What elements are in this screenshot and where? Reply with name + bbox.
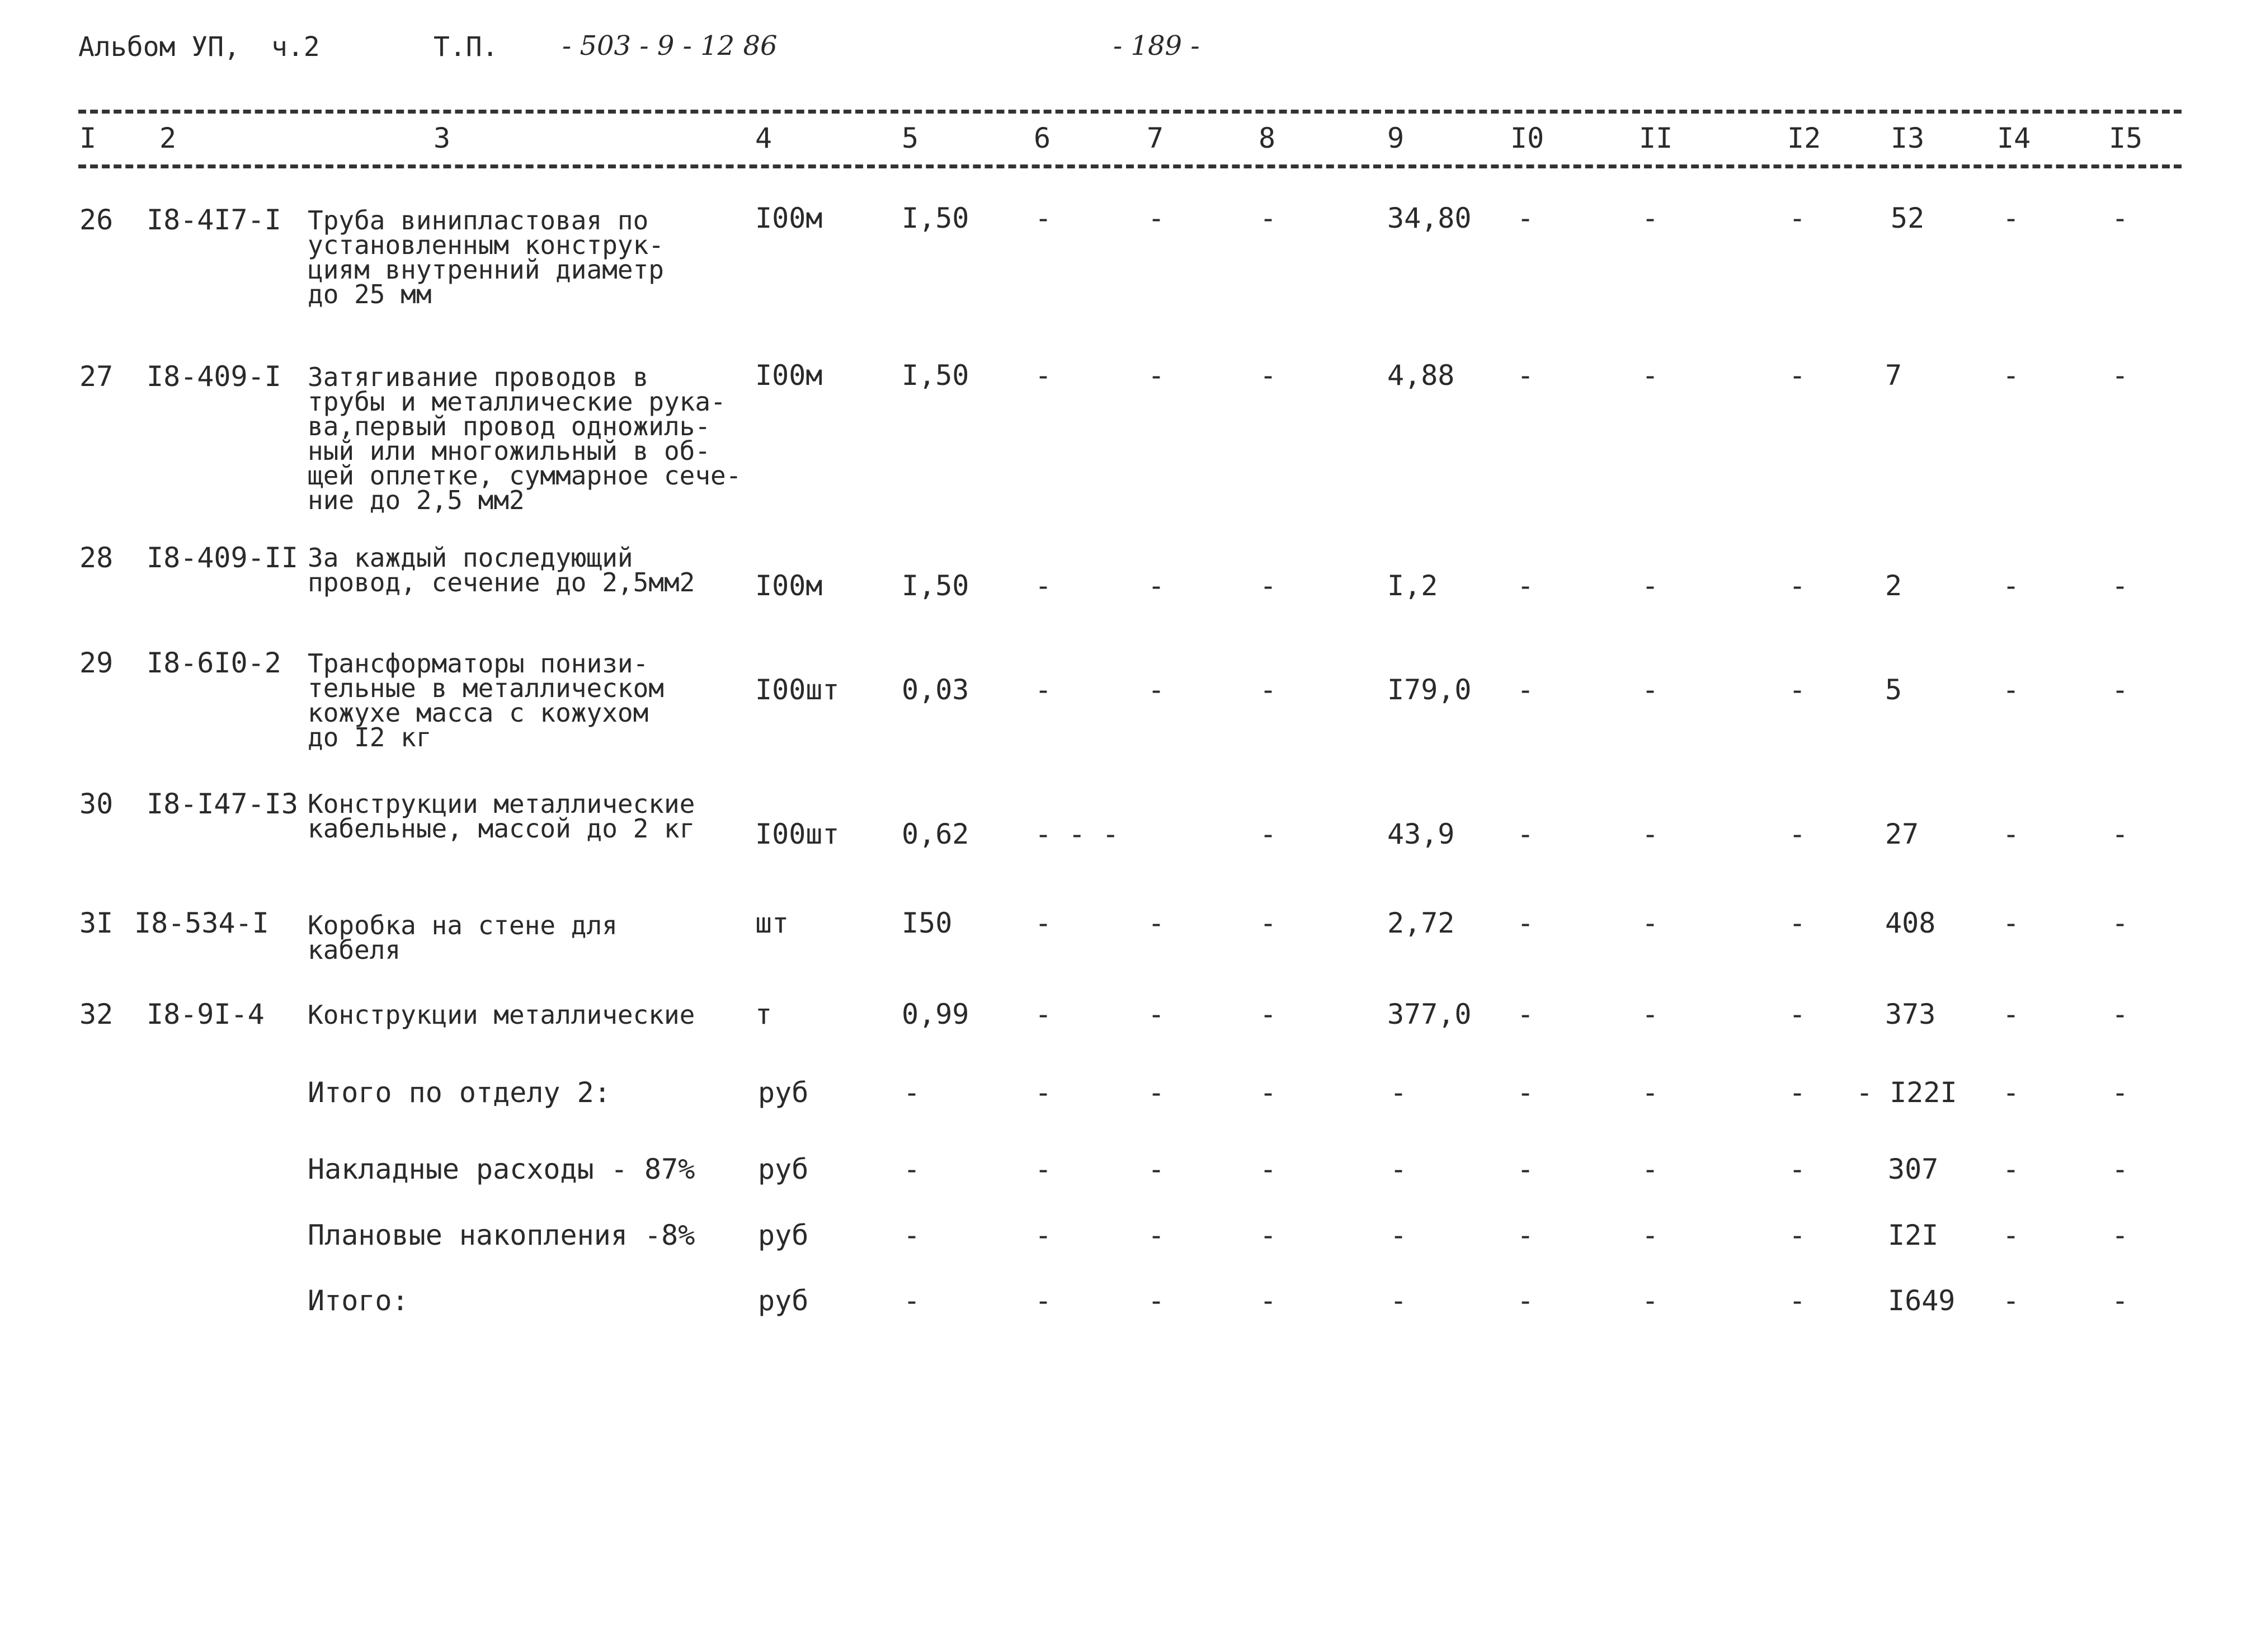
tp-code: - 503 - 9 - 12 86: [562, 30, 778, 62]
cell-c15: -: [2112, 1219, 2129, 1251]
row-qty: 0,62: [902, 818, 969, 850]
col-9: 9: [1387, 122, 1405, 154]
cell-c12: -: [1789, 1219, 1806, 1251]
row-description: Труба винипластовая по установленным конструк- циям внутренний диаметр до 25 мм: [308, 205, 664, 309]
cell-c13: 7: [1885, 359, 1902, 392]
row-number: 26: [79, 204, 114, 236]
cell-c6: -: [1035, 907, 1052, 939]
cell-c15: -: [2112, 998, 2129, 1030]
cell-c7: -: [1148, 1153, 1165, 1185]
col-14: I4: [1997, 122, 2031, 154]
cell-c6: - - -: [1035, 818, 1119, 850]
cell-c8: -: [1260, 202, 1277, 234]
cell-c6: -: [1035, 570, 1052, 602]
cell-c11: -: [1642, 359, 1659, 392]
cell-c9: -: [1390, 1076, 1407, 1109]
col-13: I3: [1891, 122, 1925, 154]
cell-c14: -: [2003, 907, 2020, 939]
cell-c12: -: [1789, 1153, 1806, 1185]
cell-c7: -: [1148, 570, 1165, 602]
album-label: Альбом УП,: [78, 31, 240, 63]
cell-c15: -: [2112, 1284, 2129, 1317]
cell-c11: -: [1642, 1153, 1659, 1185]
cell-c14: -: [2003, 1219, 2020, 1251]
header-bottom-rule: [78, 164, 2182, 168]
cell-c8: -: [1260, 907, 1277, 939]
cell-c15: -: [2112, 907, 2129, 939]
col-10: I0: [1510, 122, 1544, 154]
cell-c11: -: [1642, 907, 1659, 939]
cell-c13: 408: [1885, 907, 1936, 939]
cell-c14: -: [2003, 1284, 2020, 1317]
cell-c11: -: [1642, 1219, 1659, 1251]
row-code: I8-4I7-I: [147, 204, 281, 236]
cell-c13: 373: [1885, 998, 1936, 1030]
row-unit: шт: [755, 907, 789, 939]
cell-c8: -: [1260, 1076, 1277, 1109]
cell-c15: -: [2112, 674, 2129, 706]
cell-c7: -: [1148, 359, 1165, 392]
row-qty: I,50: [902, 570, 969, 602]
row-number: 28: [79, 542, 114, 574]
col-7: 7: [1147, 122, 1164, 154]
cell-c13: 307: [1888, 1153, 1939, 1185]
row-number: 32: [79, 998, 114, 1030]
row-code: I8-I47-I3: [147, 788, 298, 820]
cell-c13: 2: [1885, 570, 1902, 602]
cell-c13: 52: [1891, 202, 1925, 234]
cell-c9: 2,72: [1387, 907, 1455, 939]
cell-c14: -: [2003, 674, 2020, 706]
cell-c6: -: [1035, 998, 1052, 1030]
row-unit: I00шт: [755, 674, 840, 706]
cell-c8: -: [1260, 1219, 1277, 1251]
cell-c14: -: [2003, 1153, 2020, 1185]
cell-c6: -: [1035, 1153, 1052, 1185]
cell-c15: -: [2112, 1153, 2129, 1185]
cell-c7: -: [1148, 998, 1165, 1030]
cell-c9: -: [1390, 1284, 1407, 1317]
col-12: I2: [1787, 122, 1821, 154]
col-2: 2: [159, 122, 177, 154]
row-qty: I,50: [902, 359, 969, 392]
cell-c12: -: [1789, 674, 1806, 706]
row-number: 3I: [79, 907, 114, 939]
cell-c6: -: [1035, 1219, 1052, 1251]
cell-c6: -: [1035, 1076, 1052, 1109]
row-unit: I00м: [755, 570, 823, 602]
col-6: 6: [1034, 122, 1051, 154]
cell-c5: -: [903, 1219, 921, 1251]
cell-c7: -: [1148, 674, 1165, 706]
totals-unit: руб: [758, 1153, 809, 1185]
col-15: I5: [2109, 122, 2143, 154]
cell-c12: -: [1789, 359, 1806, 392]
cell-c12: -: [1789, 202, 1806, 234]
col-1: I: [79, 122, 97, 154]
cell-c13: I649: [1888, 1284, 1956, 1317]
totals-unit: руб: [758, 1076, 809, 1109]
col-8: 8: [1259, 122, 1276, 154]
header-top-rule: [78, 110, 2182, 114]
cell-c6: -: [1035, 359, 1052, 392]
cell-c7: -: [1148, 907, 1165, 939]
cell-c8: -: [1260, 998, 1277, 1030]
row-description: Трансформаторы понизи- тельные в металлическом кожухе масса с кожухом до I2 кг: [308, 648, 664, 752]
cell-c13: I2I: [1888, 1219, 1939, 1251]
cell-c12: -: [1789, 818, 1806, 850]
cell-c9: -: [1390, 1219, 1407, 1251]
col-5: 5: [902, 122, 919, 154]
row-qty: 0,99: [902, 998, 969, 1030]
row-unit: I00м: [755, 202, 823, 234]
cell-c13: 27: [1885, 818, 1919, 850]
row-qty: I,50: [902, 202, 969, 234]
totals-label: Накладные расходы - 87%: [308, 1153, 695, 1185]
cell-c9: 43,9: [1387, 818, 1455, 850]
row-unit: т: [755, 998, 772, 1030]
cell-c10: -: [1517, 818, 1534, 850]
cell-c14: -: [2003, 359, 2020, 392]
cell-c15: -: [2112, 202, 2129, 234]
row-code: I8-534-I: [134, 907, 269, 939]
cell-c10: -: [1517, 570, 1534, 602]
cell-c14: -: [2003, 1076, 2020, 1109]
cell-c12: -: [1789, 998, 1806, 1030]
totals-unit: руб: [758, 1284, 809, 1317]
cell-c15: -: [2112, 1076, 2129, 1109]
cell-c8: -: [1260, 359, 1277, 392]
cell-c14: -: [2003, 998, 2020, 1030]
cell-c9: 4,88: [1387, 359, 1455, 392]
cell-c8: -: [1260, 674, 1277, 706]
cell-c10: -: [1517, 1219, 1534, 1251]
cell-c10: -: [1517, 1076, 1534, 1109]
cell-c11: -: [1642, 202, 1659, 234]
row-code: I8-6I0-2: [147, 647, 281, 679]
row-number: 29: [79, 647, 114, 679]
row-number: 30: [79, 788, 114, 820]
cell-c11: -: [1642, 998, 1659, 1030]
cell-c7: -: [1148, 1219, 1165, 1251]
part-label: ч.2: [271, 31, 320, 63]
cell-c13: 5: [1885, 674, 1902, 706]
cell-c8: -: [1260, 1153, 1277, 1185]
col-11: II: [1639, 122, 1673, 154]
cell-c14: -: [2003, 570, 2020, 602]
cell-c12: -: [1789, 907, 1806, 939]
cell-c10: -: [1517, 359, 1534, 392]
tp-label: Т.П.: [434, 31, 498, 63]
row-number: 27: [79, 360, 114, 393]
cell-c5: -: [903, 1076, 921, 1109]
cell-c9: -: [1390, 1153, 1407, 1185]
cell-c7: -: [1148, 1076, 1165, 1109]
cell-c12: -: [1789, 1284, 1806, 1317]
cell-c14: -: [2003, 818, 2020, 850]
cell-c10: -: [1517, 907, 1534, 939]
row-code: I8-409-I: [147, 360, 281, 393]
cell-c9: 34,80: [1387, 202, 1472, 234]
cell-c10: -: [1517, 1153, 1534, 1185]
cell-c7: -: [1148, 202, 1165, 234]
cell-c5: -: [903, 1153, 921, 1185]
row-code: I8-9I-4: [147, 998, 265, 1030]
cell-c12: -: [1789, 1076, 1806, 1109]
cell-c9: 377,0: [1387, 998, 1472, 1030]
cell-c6: -: [1035, 1284, 1052, 1317]
row-code: I8-409-II: [147, 542, 298, 574]
cell-c6: -: [1035, 674, 1052, 706]
cell-c14: -: [2003, 202, 2020, 234]
totals-label: Итого:: [308, 1284, 409, 1317]
cell-c11: -: [1642, 674, 1659, 706]
cell-c13: - I22I: [1856, 1076, 1957, 1109]
cell-c11: -: [1642, 818, 1659, 850]
cell-c11: -: [1642, 570, 1659, 602]
cell-c10: -: [1517, 998, 1534, 1030]
cell-c15: -: [2112, 570, 2129, 602]
cell-c12: -: [1789, 570, 1806, 602]
page-number: - 189 -: [1113, 30, 1200, 62]
cell-c6: -: [1035, 202, 1052, 234]
row-description: Конструкции металлические: [308, 1000, 695, 1030]
cell-c10: -: [1517, 1284, 1534, 1317]
cell-c15: -: [2112, 818, 2129, 850]
cell-c8: -: [1260, 1284, 1277, 1317]
totals-label: Итого по отделу 2:: [308, 1076, 611, 1109]
cell-c11: -: [1642, 1284, 1659, 1317]
row-qty: I50: [902, 907, 953, 939]
cell-c10: -: [1517, 202, 1534, 234]
cell-c5: -: [903, 1284, 921, 1317]
col-3: 3: [434, 122, 451, 154]
row-description: Затягивание проводов в трубы и металлические рука- ва,первый провод одножиль- ный или многожильный в об- щей оплетке, суммарное сече- ние до 2,5 мм2: [308, 362, 742, 515]
totals-unit: руб: [758, 1219, 809, 1251]
cell-c8: -: [1260, 818, 1277, 850]
cell-c15: -: [2112, 359, 2129, 392]
cell-c11: -: [1642, 1076, 1659, 1109]
row-description: Конструкции металлические кабельные, массой до 2 кг: [308, 789, 695, 844]
cell-c9: I,2: [1387, 570, 1438, 602]
row-description: За каждый последующий провод, сечение до 2,5мм2: [308, 543, 695, 597]
row-unit: I00м: [755, 359, 823, 392]
row-qty: 0,03: [902, 674, 969, 706]
row-description: Коробка на стене для кабеля: [308, 910, 618, 965]
cell-c7: -: [1148, 1284, 1165, 1317]
totals-label: Плановые накопления -8%: [308, 1219, 695, 1251]
cell-c9: I79,0: [1387, 674, 1472, 706]
cell-c8: -: [1260, 570, 1277, 602]
col-4: 4: [755, 122, 772, 154]
cell-c10: -: [1517, 674, 1534, 706]
row-unit: I00шт: [755, 818, 840, 850]
